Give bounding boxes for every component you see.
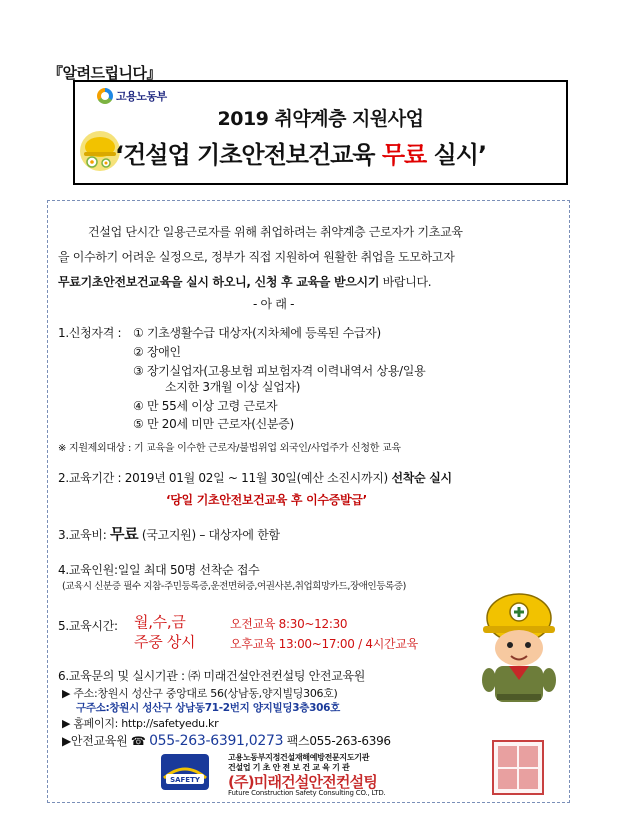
capacity-sub: (교육시 신분증 필수 지참-주민등록증,운전면허증,여권사본,취업희망카드,장애인등록증) <box>62 581 406 592</box>
banner-title <box>115 135 486 170</box>
title-banner <box>73 80 568 185</box>
period-line <box>58 469 452 486</box>
intro-line-3 <box>58 273 431 290</box>
below-heading: - 아 래 - <box>253 297 295 311</box>
fee-free: 무료 <box>109 525 139 543</box>
intro-line-2: 을 이수하기 어려운 실정으로, 정부가 직접 지원하여 원활한 취업을 도모하고자 <box>58 250 455 264</box>
intro-end: 바랍니다. <box>382 275 432 289</box>
exclusion-note: ※ 지원제외대상 : 기 교육을 이수한 근로자/불법위업 외국인/사업주가 신청한 교육 <box>58 443 401 454</box>
schedule-pm: 오후교육 13:00~17:00 / 4시간교육 <box>230 637 418 651</box>
eligibility-item-5: ⑤ 만 20세 미만 근로자(신분증) <box>133 417 294 431</box>
eligibility-item-4: ④ 만 55세 이상 고령 근로자 <box>133 399 278 413</box>
capacity-line: 4.교육인원:일일 최대 50명 선착순 접수 <box>58 563 260 577</box>
eligibility-item-1: ① 기초생활수급 대상자(지차체에 등록된 수급자) <box>133 326 381 340</box>
notice-body <box>47 200 570 803</box>
fee-label: 3.교육비: <box>58 528 107 542</box>
fee-line <box>58 523 280 544</box>
footer-institution: 건설업 기 초 안 전 보 건 교 육 기 관 <box>228 763 350 772</box>
notice-heading: 『알려드립니다』 <box>48 64 161 82</box>
schedule-label: 5.교육시간: <box>58 619 118 633</box>
fax-number: 팩스055-263-6396 <box>286 734 391 748</box>
period-label: 2.교육기간 : 2019년 01월 02일 ~ 11월 30일(예산 소진시까지) <box>58 471 388 485</box>
phone-icon: ☎ <box>130 734 146 748</box>
old-address-line: 구주소:창원시 성산구 상남동71-2번지 양지빌딩3층306호 <box>76 702 340 714</box>
schedule-days: 월,수,금 <box>134 613 186 631</box>
same-day-cert: ‘당일 기초안전보건교육 후 이수증발급’ <box>166 493 367 507</box>
ministry-logo-icon <box>97 88 113 104</box>
contact-line: 6.교육문의 및 실시기관 : ㈜ 미래건설안전컨설팅 안전교육원 <box>58 669 366 683</box>
intro-bold: 무료기초안전보건교육을 실시 하오니, 신청 후 교육을 받으시기 <box>58 275 380 289</box>
ministry-logo-text: 고용노동부 <box>116 90 167 103</box>
fee-rest: (국고지원) – 대상자에 한함 <box>141 528 280 542</box>
homepage-line: ▶ 홈페이지: http://safetyedu.kr <box>62 717 219 730</box>
safety-shield-icon <box>160 752 210 792</box>
intro-line-1: 건설업 단시간 일용근로자를 위해 취업하려는 취약계층 근로자가 기초교육 <box>88 225 463 239</box>
banner-title-main: ‘건설업 기초안전보건교육 <box>115 141 375 169</box>
period-first-come: 선착순 실시 <box>391 471 452 485</box>
banner-subtitle: 2019 취약계층 지원사업 <box>217 108 424 130</box>
safety-logo-text: SAFETY <box>170 776 200 784</box>
address-line: ▶ 주소:창원시 성산구 중앙대로 56(상남동,양지빌딩306호) <box>62 687 338 700</box>
eligibility-item-3: ③ 장기실업자(고용보험 피보험자격 이력내역서 상용/일용 <box>133 364 426 378</box>
schedule-am: 오전교육 8:30~12:30 <box>230 617 348 631</box>
safety-logo <box>160 752 210 792</box>
phone-line <box>62 732 391 749</box>
schedule-weekly: 주중 상시 <box>134 633 196 651</box>
phone-number: 055-263-6391,0273 <box>149 733 284 749</box>
footer-designation: 고용노동부지정건설재해예방전문지도기관 <box>228 753 370 762</box>
eligibility-item-2: ② 장애인 <box>133 345 181 359</box>
banner-title-end: 실시’ <box>433 141 487 169</box>
phone-label: ▶안전교육원 <box>62 734 128 748</box>
eligibility-item-3-cont: 소지한 3개월 이상 실업자) <box>165 380 301 394</box>
footer-english: Future Construction Safety Consulting CO., LTD. <box>228 789 386 797</box>
company-seal-icon <box>492 740 544 795</box>
footer-company: (주)미래건설안전컨설팅 <box>228 773 378 791</box>
eligibility-label: 1.신청자격 : <box>58 326 122 340</box>
ministry-logo <box>97 88 167 104</box>
banner-title-free: 무료 <box>381 141 427 169</box>
worker-mascot-icon <box>475 590 563 710</box>
